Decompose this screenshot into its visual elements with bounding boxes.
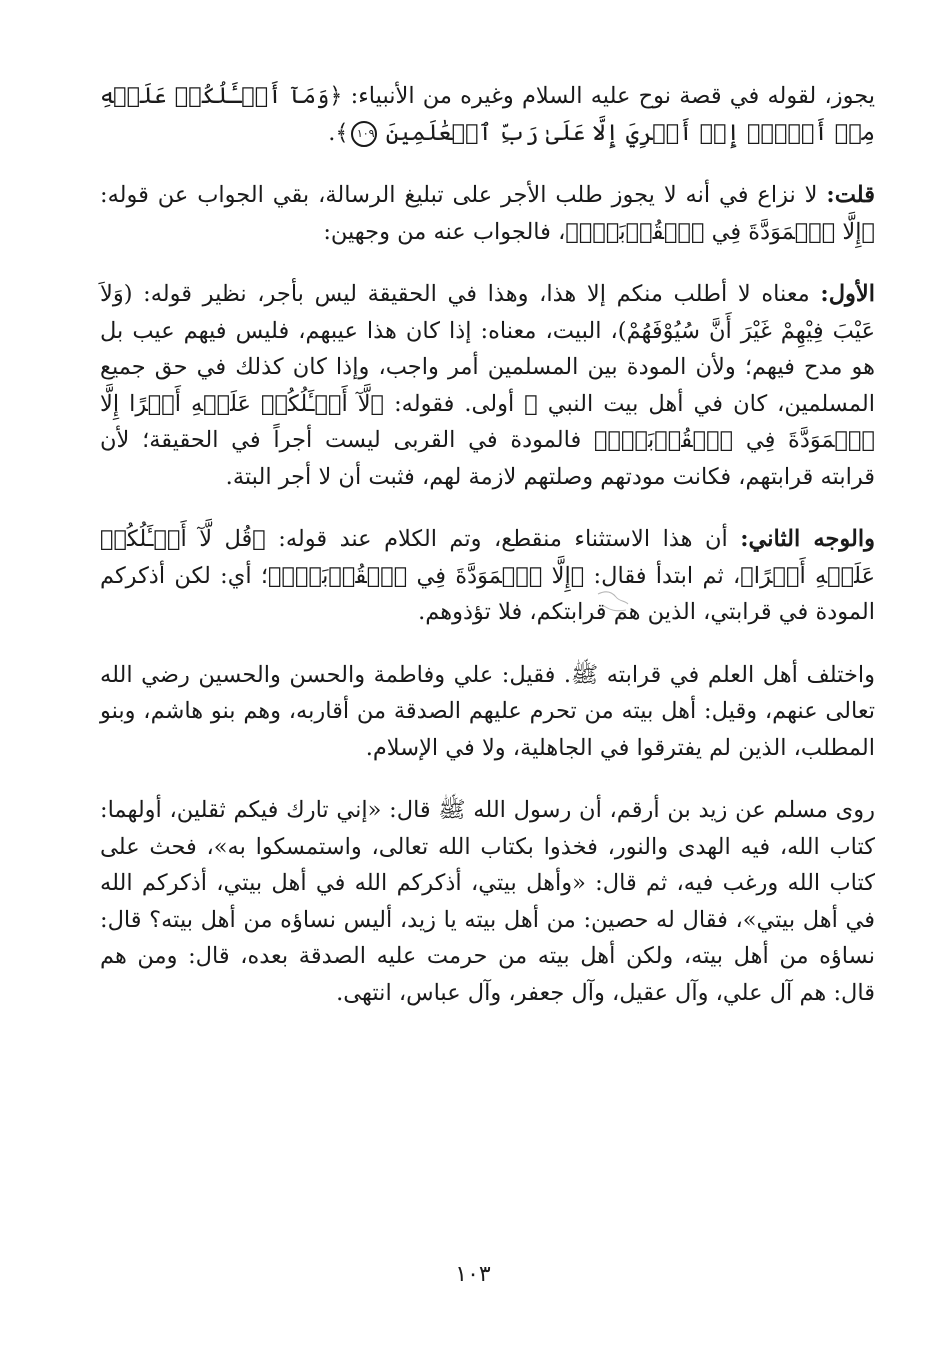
paragraph-5 bbox=[100, 657, 875, 767]
paragraph-2-lead: قلت: bbox=[826, 182, 875, 208]
paragraph-3 bbox=[100, 276, 875, 495]
paragraph-2-text: لا نزاع في أنه لا يجوز طلب الأجر على تبليغ الرسالة، بقي الجواب عن قوله: ﴿إِلَّا ٱلۡمَوَدَّةَ فِي ٱلۡقُرۡبَىٰۗ﴾، فالجواب عنه من وجهين: bbox=[100, 182, 875, 245]
paragraph-6-text: روى مسلم عن زيد بن أرقم، أن رسول الله ﷺ قال: «إني تارك فيكم ثقلين، أولهما: كتاب الله، فيه الهدى والنور، فخذوا بكتاب الله تعالى، واستمسكوا به»، فحث على كتاب الله ورغب فيه، ثم قال: «وأهل بيتي، أذكركم الله في أهل بيتي، أذكركم الله في أهل بيتي»، فقال له حصين: من أهل بيته يا زيد، أليس نساؤه من أهل بيته؟ قال: نساؤه من أهل بيته، ولكن أهل بيته من حرمت عليه الصدقة بعده، قال: ومن هم قال: هم آل علي، وآل عقيل، وآل جعفر، وآل عباس، انتهى. bbox=[100, 797, 875, 1006]
paragraph-6 bbox=[100, 792, 875, 1011]
paragraph-3-lead: الأول: bbox=[820, 281, 875, 307]
paragraph-4-text: أن هذا الاستثناء منقطع، وتم الكلام عند قوله: ﴿قُل لَّآ أَسۡـَٔلُكُمۡ عَلَيۡهِ أَجۡرًا﴾، ثم ابتدأ فقال: ﴿إِلَّا ٱلۡمَوَدَّةَ فِي ٱلۡقُرۡبَىٰۗ﴾؛ أي: لكن أذكركم المودة في قرابتي، الذين هم قرابتكم، فلا تؤذوهم. bbox=[100, 526, 875, 625]
ayah-number-icon: ١٠٩ bbox=[351, 121, 377, 147]
paragraph-4 bbox=[100, 521, 875, 631]
pencil-mark-icon bbox=[596, 588, 632, 616]
paragraph-1-text: يجوز، لقوله في قصة نوح عليه السلام وغيره من الأنبياء: bbox=[342, 83, 875, 109]
page-body bbox=[100, 78, 875, 1011]
paragraph-5-text: واختلف أهل العلم في قرابته ﷺ. فقيل: علي وفاطمة والحسن والحسين رضي الله تعالى عنهم، وقيل: أهل بيته من تحرم عليهم الصدقة من أقاربه، وهم بنو هاشم، وبنو المطلب، الذين لم يفترقوا في الجاهلية، ولا في الإسلام. bbox=[100, 661, 875, 761]
quran-verse-1-close: ﴾. bbox=[328, 119, 349, 146]
paragraph-3-text: معناه لا أطلب منكم إلا هذا، وهذا في الحقيقة ليس بأجر، نظير قوله: (وَلاَ عَيْبَ فِيْهِمْ غَيْرَ أَنَّ سُيُوْفَهُمْ)، البيت، معناه: إذا كان هذا عيبهم، فليس فيهم عيب بل هو مدح فيهم؛ ولأن المودة بين المسلمين أمر واجب، وإذا كان كذلك في حق جميع المسلمين، كان في أهل بيت النبي ﷺ أولى. فقوله: ﴿لَّآ أَسۡـَٔلُكُمۡ عَلَيۡهِ أَجۡرًا إِلَّا ٱلۡمَوَدَّةَ فِي ٱلۡقُرۡبَىٰۗ﴾ فالمودة في القربى ليست أجراً في الحقيقة؛ لأن قرابته قرابتهم، فكانت مودتهم وصلتهم لازمة لهم، فثبت أن لا أجر البتة. bbox=[100, 281, 875, 490]
quran-verse-1: ﴿وَمَآ أَسۡـَٔلُكُمۡ عَلَيۡهِ مِنۡ أَجۡرٍۖ إِنۡ أَجۡرِيَ إِلَّا عَلَىٰ رَبِّ ٱلۡعَٰلَمِينَ bbox=[100, 83, 875, 146]
paragraph-1 bbox=[100, 78, 875, 151]
paragraph-4-lead: والوجه الثاني: bbox=[740, 526, 876, 552]
page-number: ١٠٣ bbox=[455, 1262, 491, 1287]
paragraph-2 bbox=[100, 177, 875, 250]
